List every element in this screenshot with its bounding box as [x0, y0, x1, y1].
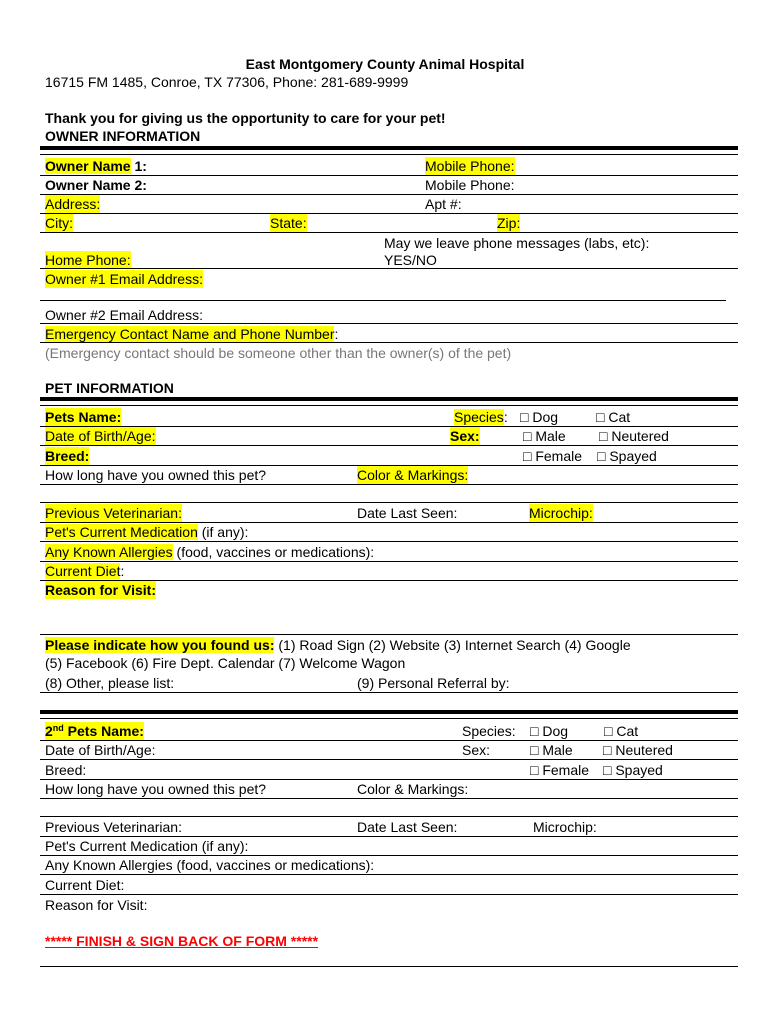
pet-2-reason-for-visit-label[interactable]: Reason for Visit:	[45, 897, 148, 913]
found-us-other-label[interactable]: (8) Other, please list:	[45, 675, 175, 691]
field-line	[40, 213, 738, 214]
home-phone-label[interactable]: Home Phone:	[45, 252, 131, 268]
pet-2-species-dog-checkbox[interactable]: □ Dog	[530, 723, 569, 739]
section-divider	[40, 710, 738, 714]
sex-label: Sex:	[450, 428, 480, 444]
species-label: Species:	[454, 409, 508, 425]
mobile-phone-1-label[interactable]: Mobile Phone:	[425, 158, 515, 174]
neutered-checkbox[interactable]: □ Neutered	[599, 428, 669, 444]
found-us-line-2: (5) Facebook (6) Fire Dept. Calendar (7) Welcome Wagon	[45, 655, 406, 671]
owner-name-2-label[interactable]: Owner Name 2:	[45, 177, 147, 193]
mobile-phone-2-label[interactable]: Mobile Phone:	[425, 177, 515, 193]
phone-messages-question: May we leave phone messages (labs, etc):	[384, 235, 650, 251]
state-label[interactable]: State:	[270, 215, 307, 231]
sex-female-checkbox[interactable]: □ Female	[523, 448, 583, 464]
pet-2-previous-veterinarian-label[interactable]: Previous Veterinarian:	[45, 819, 182, 835]
field-line	[40, 484, 738, 485]
section-divider	[40, 397, 738, 401]
sex-male-checkbox[interactable]: □ Male	[523, 428, 566, 444]
field-line	[40, 194, 738, 195]
breed-label[interactable]: Breed:	[45, 448, 90, 464]
field-line	[40, 300, 726, 301]
pet-2-current-diet-label[interactable]: Current Diet:	[45, 877, 125, 893]
emergency-contact-note: (Emergency contact should be someone other than the owner(s) of the pet)	[45, 345, 512, 361]
field-line	[40, 268, 738, 269]
field-line	[40, 502, 738, 503]
date-of-birth-label[interactable]: Date of Birth/Age:	[45, 428, 156, 444]
pet-2-breed-label[interactable]: Breed:	[45, 762, 87, 778]
finish-sign-notice: ***** FINISH & SIGN BACK OF FORM *****	[45, 933, 319, 949]
field-line	[40, 798, 738, 799]
owned-duration-label[interactable]: How long have you owned this pet?	[45, 467, 267, 483]
found-us-line-1: Please indicate how you found us: (1) Road Sign (2) Website (3) Internet Search (4) Google	[45, 637, 631, 653]
previous-veterinarian-label[interactable]: Previous Veterinarian:	[45, 505, 182, 521]
hospital-name: East Montgomery County Animal Hospital	[245, 56, 525, 72]
personal-referral-label[interactable]: (9) Personal Referral by:	[357, 675, 510, 691]
date-last-seen-label[interactable]: Date Last Seen:	[357, 505, 458, 521]
pet-2-sex-label: Sex:	[462, 742, 491, 758]
species-dog-checkbox[interactable]: □ Dog	[520, 409, 559, 425]
pet-2-current-medication-label[interactable]: Pet's Current Medication (if any):	[45, 838, 249, 854]
field-line	[40, 874, 738, 875]
spayed-checkbox[interactable]: □ Spayed	[597, 448, 657, 464]
field-line	[40, 894, 738, 895]
field-line	[40, 232, 738, 233]
pet-2-neutered-checkbox[interactable]: □ Neutered	[603, 742, 673, 758]
section-divider	[40, 718, 738, 719]
field-line	[40, 541, 738, 542]
pet-2-owned-duration-label[interactable]: How long have you owned this pet?	[45, 781, 267, 797]
section-divider	[40, 405, 738, 406]
pet-2-sex-female-checkbox[interactable]: □ Female	[530, 762, 590, 778]
pet-2-species-label: Species:	[462, 723, 516, 739]
field-line	[40, 759, 738, 760]
owner-2-email-label[interactable]: Owner #2 Email Address:	[45, 307, 203, 323]
pet-2-date-last-seen-label[interactable]: Date Last Seen:	[357, 819, 458, 835]
current-medication-label[interactable]: Pet's Current Medication (if any):	[45, 524, 249, 540]
pet-section-title: PET INFORMATION	[45, 380, 174, 396]
section-divider	[40, 154, 738, 155]
pet-2-color-markings-label[interactable]: Color & Markings:	[357, 781, 469, 797]
species-cat-checkbox[interactable]: □ Cat	[596, 409, 631, 425]
color-markings-label[interactable]: Color & Markings:	[357, 467, 469, 483]
city-label[interactable]: City:	[45, 215, 73, 231]
pet-2-sex-male-checkbox[interactable]: □ Male	[530, 742, 573, 758]
hospital-address: 16715 FM 1485, Conroe, TX 77306, Phone: 281-689-9999	[45, 74, 409, 90]
owner-1-email-label[interactable]: Owner #1 Email Address:	[45, 271, 203, 287]
reason-for-visit-label[interactable]: Reason for Visit:	[45, 582, 156, 598]
pet-2-species-cat-checkbox[interactable]: □ Cat	[604, 723, 639, 739]
field-line	[40, 692, 738, 693]
pet-2-spayed-checkbox[interactable]: □ Spayed	[603, 762, 663, 778]
thank-you-message: Thank you for giving us the opportunity to care for your pet!	[45, 110, 446, 126]
owner-section-title: OWNER INFORMATION	[45, 128, 201, 144]
pet-2-microchip-label[interactable]: Microchip:	[533, 819, 597, 835]
field-line	[40, 816, 738, 817]
zip-label[interactable]: Zip:	[497, 215, 521, 231]
section-divider	[40, 146, 738, 150]
emergency-contact-label[interactable]: Emergency Contact Name and Phone Number:	[45, 326, 339, 342]
field-line	[40, 561, 738, 562]
signature-line	[40, 966, 738, 967]
pet-2-known-allergies-label[interactable]: Any Known Allergies (food, vaccines or medications):	[45, 857, 375, 873]
pet-2-date-of-birth-label[interactable]: Date of Birth/Age:	[45, 742, 156, 758]
address-label[interactable]: Address:	[45, 196, 101, 212]
apt-label[interactable]: Apt #:	[425, 196, 462, 212]
field-line	[40, 323, 738, 324]
pet-name-label[interactable]: Pets Name:	[45, 409, 122, 425]
field-line	[40, 445, 738, 446]
known-allergies-label[interactable]: Any Known Allergies (food, vaccines or medications):	[45, 544, 375, 560]
pet-2-name-label[interactable]: 2nd Pets Name:	[45, 723, 144, 739]
current-diet-label[interactable]: Current Diet:	[45, 563, 125, 579]
microchip-label[interactable]: Microchip:	[529, 505, 593, 521]
phone-messages-options[interactable]: YES/NO	[384, 252, 437, 268]
field-line	[40, 342, 738, 343]
field-line	[40, 634, 738, 635]
owner-name-1-label[interactable]: Owner Name 1:	[45, 158, 147, 174]
